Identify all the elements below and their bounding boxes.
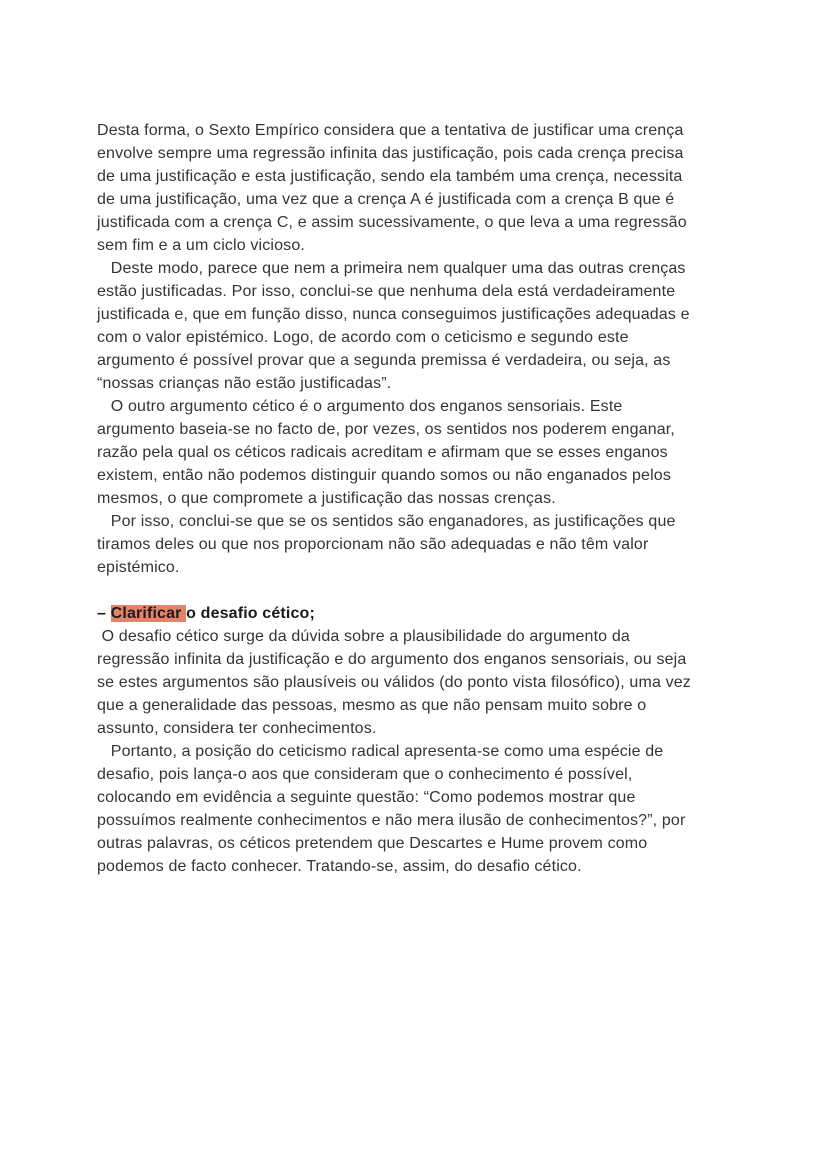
text-line: Desta forma, o Sexto Empírico considera que a tentativa de justificar uma crença: [97, 122, 684, 139]
text-line: possuímos realmente conhecimentos e não mera ilusão de conhecimentos?”, por: [97, 812, 686, 829]
text-line: sem fim e a um ciclo vicioso.: [97, 237, 305, 254]
text-line: razão pela qual os céticos radicais acreditam e afirmam que se esses enganos: [97, 444, 668, 461]
paragraph: [97, 625, 757, 740]
paragraph: [97, 395, 757, 510]
text-line: epistémico.: [97, 559, 180, 576]
text-line: Por isso, conclui-se que se os sentidos são enganadores, as justificações que: [97, 513, 676, 530]
text-line: justificada com a crença C, e assim sucessivamente, o que leva a uma regressão: [97, 214, 687, 231]
text-line: “nossas crianças não estão justificadas”.: [97, 375, 392, 392]
text-line: de uma justificação e esta justificação, sendo ela também uma crença, necessita: [97, 168, 683, 185]
text-line: envolve sempre uma regressão infinita das justificação, pois cada crença precisa: [97, 145, 684, 162]
paragraph: [97, 740, 757, 878]
text-line: podemos de facto conhecer. Tratando-se, assim, do desafio cético.: [97, 858, 582, 875]
text-line: existem, então não podemos distinguir quando somos ou não enganados pelos: [97, 467, 672, 484]
text-line: com o valor epistémico. Logo, de acordo com o ceticismo e segundo este: [97, 329, 629, 346]
highlighted-text: Clarificar: [110, 605, 187, 622]
text-line: O outro argumento cético é o argumento dos enganos sensoriais. Este: [97, 398, 623, 415]
heading-text: o desafio cético;: [186, 605, 315, 622]
text-line: Deste modo, parece que nem a primeira nem qualquer uma das outras crenças: [97, 260, 686, 277]
text-line: tiramos deles ou que nos proporcionam não são adequadas e não têm valor: [97, 536, 649, 553]
text-line: O desafio cético surge da dúvida sobre a plausibilidade do argumento da: [97, 628, 630, 645]
text-line: estão justificadas. Por isso, conclui-se que nenhuma dela está verdadeiramente: [97, 283, 676, 300]
text-line: desafio, pois lança-o aos que consideram que o conhecimento é possível,: [97, 766, 633, 783]
paragraph: [97, 510, 757, 579]
text-line: Portanto, a posição do ceticismo radical apresenta-se como uma espécie de: [97, 743, 664, 760]
text-line: que a generalidade das pessoas, mesmo as que não pensam muito sobre o: [97, 697, 647, 714]
text-line: de uma justificação, uma vez que a crença A é justificada com a crença B que é: [97, 191, 675, 208]
blank-line: [97, 579, 757, 602]
section-heading: [97, 602, 757, 625]
text-line: justificada e, que em função disso, nunca conseguimos justificações adequadas e: [97, 306, 690, 323]
text-line: argumento baseia-se no facto de, por vezes, os sentidos nos poderem enganar,: [97, 421, 675, 438]
text-line: regressão infinita da justificação e do argumento dos enganos sensoriais, ou seja: [97, 651, 687, 668]
text-line: mesmos, o que compromete a justificação das nossas crenças.: [97, 490, 556, 507]
heading-text: –: [97, 605, 111, 622]
text-line: outras palavras, os céticos pretendem que Descartes e Hume provem como: [97, 835, 648, 852]
paragraph: [97, 257, 757, 395]
paragraph: [97, 119, 757, 257]
text-line: se estes argumentos são plausíveis ou válidos (do ponto vista filosófico), uma vez: [97, 674, 691, 691]
text-line: argumento é possível provar que a segunda premissa é verdadeira, ou seja, as: [97, 352, 671, 369]
document-text: [97, 119, 757, 878]
text-line: colocando em evidência a seguinte questão: “Como podemos mostrar que: [97, 789, 636, 806]
text-line: assunto, considera ter conhecimentos.: [97, 720, 377, 737]
